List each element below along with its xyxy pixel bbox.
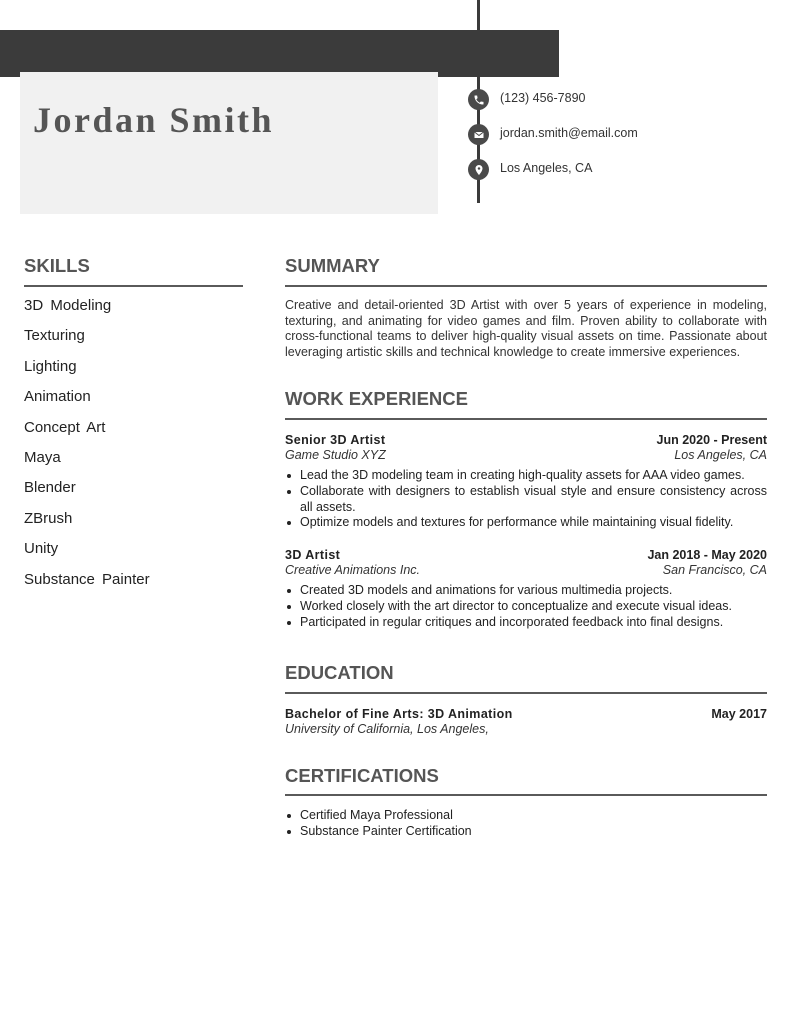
education-divider bbox=[285, 692, 767, 694]
job-company: Creative Animations Inc. bbox=[285, 563, 421, 577]
job-location: San Francisco, CA bbox=[662, 563, 767, 577]
skill-item: Animation bbox=[24, 388, 91, 406]
map-pin-icon bbox=[468, 159, 489, 180]
job-bullet: Optimize models and textures for performance while maintaining visual fidelity. bbox=[285, 515, 767, 531]
job-entry bbox=[285, 548, 767, 630]
work-experience-heading: WORK EXPERIENCE bbox=[285, 388, 468, 409]
skill-item: Lighting bbox=[24, 357, 77, 375]
job-bullet: Collaborate with designers to establish visual style and ensure consistency across all assets. bbox=[285, 484, 767, 516]
school: University of California, Los Angeles, bbox=[285, 722, 489, 736]
job-bullet: Participated in regular critiques and incorporated feedback into final designs. bbox=[285, 615, 767, 631]
education-heading: EDUCATION bbox=[285, 662, 394, 683]
job-dates: Jan 2018 - May 2020 bbox=[647, 548, 767, 562]
skill-item: Substance Painter bbox=[24, 570, 150, 588]
name-panel bbox=[20, 72, 438, 214]
job-title: 3D Artist bbox=[285, 548, 341, 562]
education-entry bbox=[285, 707, 767, 736]
skills-heading: SKILLS bbox=[24, 255, 90, 276]
candidate-name: Jordan Smith bbox=[33, 100, 275, 140]
skills-list bbox=[24, 296, 150, 600]
job-bullets bbox=[285, 468, 767, 531]
job-title: Senior 3D Artist bbox=[285, 433, 386, 447]
job-dates: Jun 2020 - Present bbox=[656, 433, 767, 447]
job-bullet: Created 3D models and animations for various multimedia projects. bbox=[285, 583, 767, 599]
contact-location: Los Angeles, CA bbox=[500, 161, 593, 175]
summary-divider bbox=[285, 285, 767, 287]
skill-item: Maya bbox=[24, 448, 61, 466]
phone-icon bbox=[468, 89, 489, 110]
skill-item: Unity bbox=[24, 540, 59, 558]
certifications-divider bbox=[285, 794, 767, 796]
degree: Bachelor of Fine Arts: 3D Animation bbox=[285, 707, 513, 721]
job-bullet: Lead the 3D modeling team in creating high-quality assets for AAA video games. bbox=[285, 468, 767, 484]
skill-item: Texturing bbox=[24, 327, 85, 345]
contact-email[interactable]: jordan.smith@email.com bbox=[500, 126, 638, 140]
certification-item: Substance Painter Certification bbox=[285, 824, 767, 840]
skill-item: Blender bbox=[24, 479, 76, 497]
job-location: Los Angeles, CA bbox=[674, 448, 767, 462]
job-bullets bbox=[285, 583, 767, 630]
contact-phone: (123) 456-7890 bbox=[500, 91, 586, 105]
skill-item: ZBrush bbox=[24, 509, 73, 527]
header-bar bbox=[0, 30, 559, 77]
certifications-heading: CERTIFICATIONS bbox=[285, 765, 439, 786]
certification-item: Certified Maya Professional bbox=[285, 808, 767, 824]
job-entry bbox=[285, 433, 767, 531]
graduation-date: May 2017 bbox=[711, 707, 767, 721]
job-company: Game Studio XYZ bbox=[285, 448, 386, 462]
work-experience-divider bbox=[285, 418, 767, 420]
summary-heading: SUMMARY bbox=[285, 255, 380, 276]
envelope-icon bbox=[468, 124, 489, 145]
summary-text: Creative and detail-oriented 3D Artist with over 5 years of experience in modeling, texturing, and animating for video games and film. Proven ability to collaborate with cross-functional teams to deliver high-quality visual assets on time. Passionate about leveraging artistic skills and technical knowledge to create immersive experiences. bbox=[285, 298, 767, 359]
skills-divider bbox=[24, 285, 243, 287]
job-bullet: Worked closely with the art director to conceptualize and execute visual ideas. bbox=[285, 599, 767, 615]
skill-item: Concept Art bbox=[24, 418, 106, 436]
certifications-list bbox=[285, 808, 767, 840]
skill-item: 3D Modeling bbox=[24, 297, 112, 314]
